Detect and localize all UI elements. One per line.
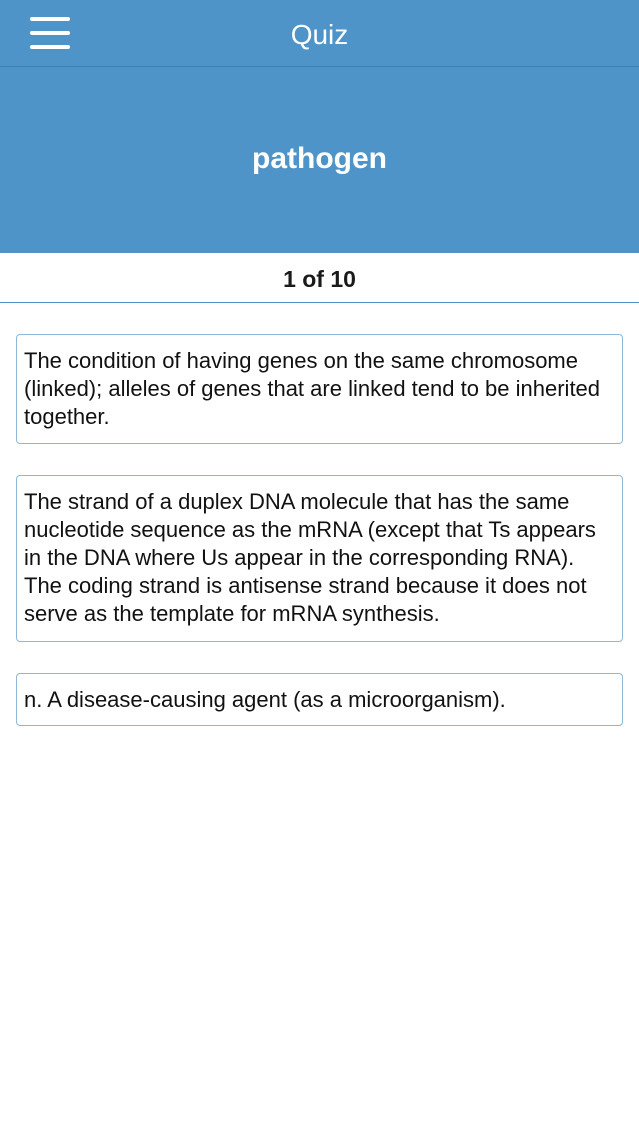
menu-line bbox=[30, 17, 70, 21]
answer-option-1[interactable]: The condition of having genes on the same chromosome (linked); alleles of genes that are linked tend to be inherited together. bbox=[16, 334, 623, 444]
question-progress: 1 of 10 bbox=[0, 253, 639, 303]
hamburger-menu-icon[interactable] bbox=[30, 17, 70, 49]
nav-bar bbox=[0, 0, 639, 67]
page-title: Quiz bbox=[290, 19, 349, 50]
answer-option-3[interactable]: n. A disease-causing agent (as a microorganism). bbox=[16, 673, 623, 726]
quiz-word: pathogen bbox=[252, 142, 387, 175]
answer-option-2[interactable]: The strand of a duplex DNA molecule that has the same nucleotide sequence as the mRNA (except that Ts appears in the DNA where Us appear in the corresponding RNA). The coding strand is antisense strand because it does not serve as the template for mRNA synthesis. bbox=[16, 475, 623, 642]
menu-line bbox=[30, 45, 70, 49]
question-banner bbox=[0, 67, 639, 253]
menu-line bbox=[30, 31, 70, 35]
